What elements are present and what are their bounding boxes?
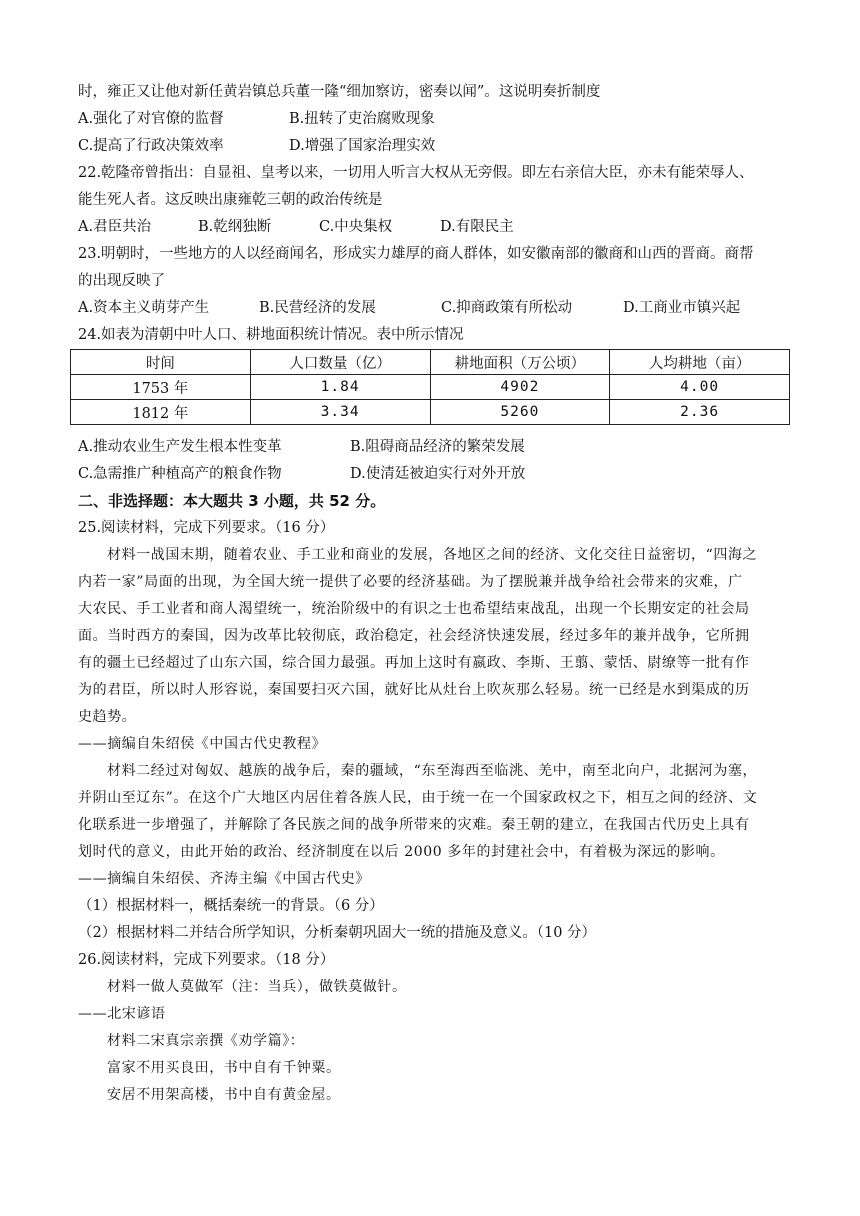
material2-line: 并阴山至辽东”。在这个广大地区内居住着各族人民，由于统一在一个国家政权之下，相互之间的经济、文 <box>78 790 758 806</box>
table-cell: 1812 年 <box>71 400 251 425</box>
q23-option-c: C.抑商政策有所松动 <box>441 300 573 316</box>
population-farmland-table <box>70 349 790 425</box>
material1-source: ——摘编自朱绍侯《中国古代史教程》 <box>78 736 327 752</box>
q23-option-d: D.工商业市镇兴起 <box>623 300 741 316</box>
table-cell: 4902 <box>430 375 610 400</box>
q24-stem: 24.如表为清朝中叶人口、耕地面积统计情况。表中所示情况 <box>78 327 464 343</box>
q21-stem-tail: 时，雍正又让他对新任黄岩镇总兵董一隆“细加察访，密奏以闻”。这说明奏折制度 <box>78 84 601 100</box>
table-header-cell: 人均耕地（亩） <box>610 350 790 375</box>
q23-option-a: A.资本主义萌芽产生 <box>78 300 210 316</box>
q21-option-b: B.扭转了吏治腐败现象 <box>289 111 435 127</box>
q26-material1: 材料一做人莫做军（注：当兵），做铁莫做针。 <box>107 979 407 995</box>
q22-option-a: A.君臣共治 <box>78 219 152 235</box>
section-heading: 二、非选择题：本大题共 3 小题，共 52 分。 <box>78 492 386 510</box>
q23-option-b: B.民营经济的发展 <box>259 300 376 316</box>
material1-line: 有的疆土已经超过了山东六国，综合国力最强。再加上这时有嬴政、李斯、王翦、蒙恬、尉缭等一批有作 <box>78 655 750 671</box>
material2-source: ——摘编自朱绍侯、齐涛主编《中国古代史》 <box>78 871 370 887</box>
table-header-cell: 耕地面积（万公顷） <box>430 350 610 375</box>
q23-stem-line2: 的出现反映了 <box>78 273 165 289</box>
material1-line: 面。当时西方的秦国，因为改革比较彻底，政治稳定，社会经济快速发展，经过多年的兼并战争，它所拥 <box>78 628 750 644</box>
q25-subquestion-2: （2）根据材料二并结合所学知识，分析秦朝巩固大一统的措施及意义。（10 分） <box>78 925 597 941</box>
table-cell: 1753 年 <box>71 375 251 400</box>
q23-stem-line1: 23.明朝时，一些地方的人以经商闻名，形成实力雄厚的商人群体，如安徽南部的徽商和山西的晋商。商帮 <box>78 246 754 262</box>
material2-line: 化联系进一步增强了，并解除了各民族之间的战争所带来的灾难。秦王朝的建立，在我国古代历史上具有 <box>78 817 750 833</box>
material1-line: 内若一家”局面的出现，为全国大统一提供了必要的经济基础。为了摆脱兼并战争给社会带来的灾难，广 <box>78 574 743 590</box>
q26-material2-line: 富家不用买良田，书中自有千钟粟。 <box>107 1060 341 1076</box>
table-row <box>71 375 790 400</box>
table-header-cell: 时间 <box>71 350 251 375</box>
q22-stem-line1: 22.乾隆帝曾指出：自显祖、皇考以来，一切用人听言大权从无旁假。即左右亲信大臣，亦未有能荣辱人、 <box>78 165 754 181</box>
table-cell: 5260 <box>430 400 610 425</box>
table-cell: 2.36 <box>610 400 790 425</box>
table-cell: 3.34 <box>250 400 430 425</box>
q21-option-a: A.强化了对官僚的监督 <box>78 111 224 127</box>
q26-stem: 26.阅读材料，完成下列要求。（18 分） <box>78 952 335 968</box>
q26-material2-line: 安居不用架高楼，书中自有黄金屋。 <box>107 1087 341 1103</box>
material1-line: 材料一战国末期，随着农业、手工业和商业的发展，各地区之间的经济、文化交往日益密切，“四海之 <box>107 547 758 563</box>
q25-stem: 25.阅读材料，完成下列要求。（16 分） <box>78 520 335 536</box>
table-row <box>71 400 790 425</box>
material1-line: 为的君臣，所以时人形容说，秦国要扫灭六国，就好比从灶台上吹灰那么轻易。统一已经是水到渠成的历 <box>78 682 750 698</box>
q24-option-c: C.急需推广种植高产的粮食作物 <box>78 466 282 482</box>
table-header-cell: 人口数量（亿） <box>250 350 430 375</box>
q22-option-b: B.乾纲独断 <box>198 219 272 235</box>
q24-option-b: B.阻碍商品经济的繁荣发展 <box>350 439 525 455</box>
table-cell: 4.00 <box>610 375 790 400</box>
q22-option-c: C.中央集权 <box>319 219 393 235</box>
q24-option-a: A.推动农业生产发生根本性变革 <box>78 439 282 455</box>
q25-subquestion-1: （1）根据材料一，概括秦统一的背景。（6 分） <box>78 898 384 914</box>
material1-line: 史趋势。 <box>78 709 137 725</box>
material2-line: 材料二经过对匈奴、越族的战争后，秦的疆域，“东至海西至临洮、羌中，南至北向户，北据河为塞， <box>107 763 758 779</box>
q21-option-d: D.增强了国家治理实效 <box>289 138 436 154</box>
q26-material1-source: ——北宋谚语 <box>78 1006 166 1022</box>
q26-material2-line: 材料二宋真宗亲撰《劝学篇》： <box>107 1033 305 1049</box>
q21-option-c: C.提高了行政决策效率 <box>78 138 224 154</box>
table-cell: 1.84 <box>250 375 430 400</box>
q24-option-d: D.使清廷被迫实行对外开放 <box>350 466 526 482</box>
table-header-row <box>71 350 790 375</box>
material2-line: 划时代的意义，由此开始的政治、经济制度在以后 2000 多年的封建社会中，有着极为深远的影响。 <box>78 844 725 860</box>
q22-option-d: D.有限民主 <box>440 219 514 235</box>
q22-stem-line2: 能生死人者。这反映出康雍乾三朝的政治传统是 <box>78 192 383 208</box>
material1-line: 大农民、手工业者和商人渴望统一，统治阶级中的有识之士也希望结束战乱，出现一个长期安定的社会局 <box>78 601 750 617</box>
